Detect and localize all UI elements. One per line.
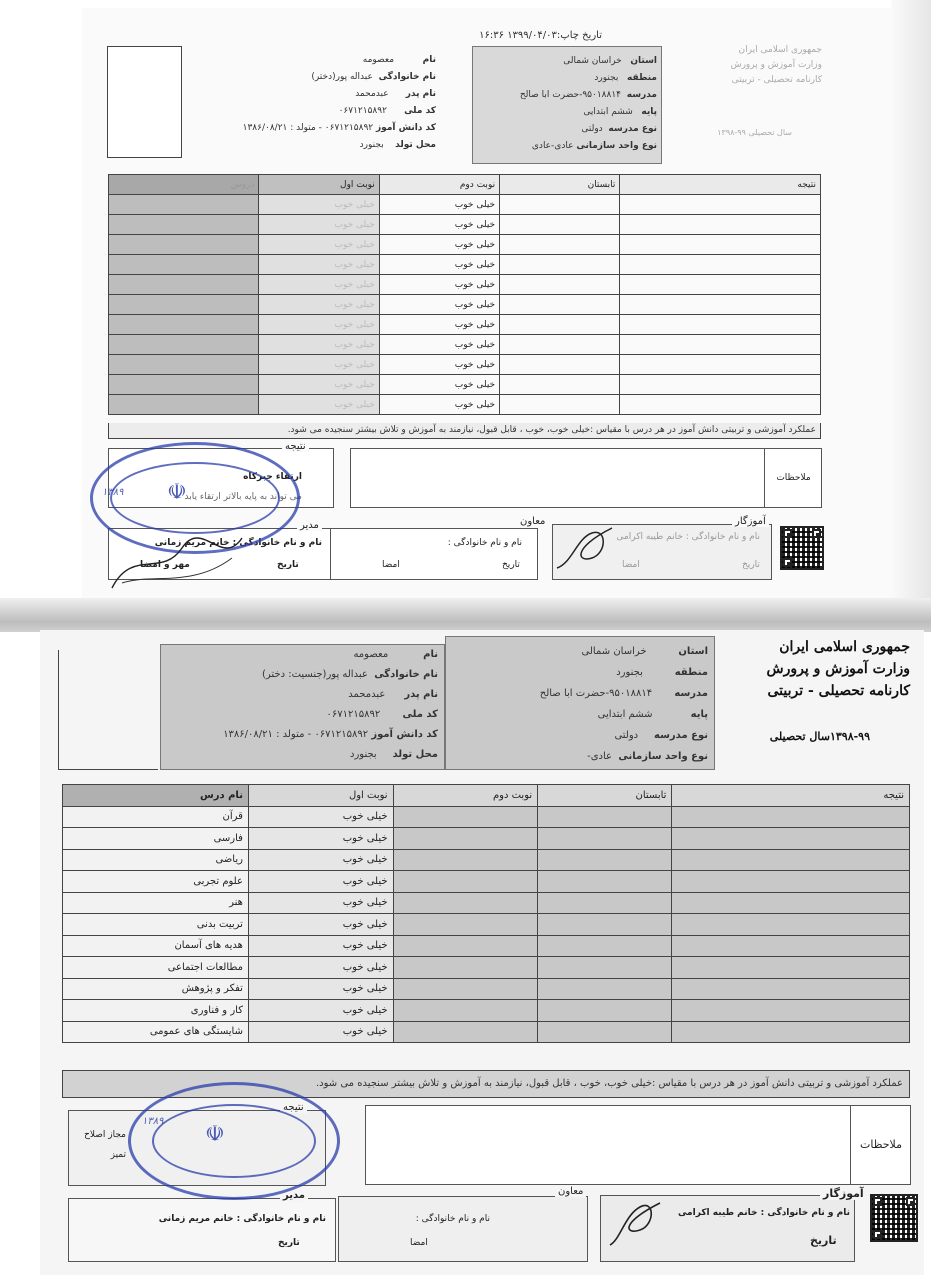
summer-cell (538, 1000, 672, 1022)
term2-cell: خیلی خوب (379, 235, 499, 255)
subject-cell: هدیه های آسمان (63, 935, 249, 957)
result-cell (672, 828, 910, 850)
deputy-name-top: نام و نام خانوادگی : (447, 538, 522, 548)
term1-cell: خیلی خوب (248, 806, 393, 828)
table-row (109, 215, 821, 235)
summer-cell (500, 195, 620, 215)
term2-cell: خیلی خوب (379, 255, 499, 275)
deputy-box-top (330, 528, 538, 580)
grades-table-top: نتیجه تابستان نوبت دوم نوبت اول دروس خیلی خوب خیلی خوب خیلی خوب خیلی خوب خیلی خوب خیلی خوب خیلی خوب خیلی خوب خیلی خوب خیلی خوب خیلی خوب خیلی خوب خیلی خوب خیلی خوب خیلی خوب خیلی خوب خیلی خوب خیلی خوب خیلی خوب خیلی خوب خیلی خوب خیلی خوب (108, 174, 821, 415)
deputy-name-bottom: نام و نام خانوادگی : (415, 1214, 490, 1224)
table-row (63, 957, 910, 979)
subject-cell (109, 315, 259, 335)
subject-cell (109, 255, 259, 275)
summer-cell (500, 395, 620, 415)
result-cell (620, 355, 821, 375)
term1-cell: خیلی خوب (248, 871, 393, 893)
term2-cell: خیلی خوب (379, 355, 499, 375)
table-row (63, 828, 910, 850)
subject-cell: تفکر و پژوهش (63, 978, 249, 1000)
summer-cell (500, 375, 620, 395)
teacher-sign-top: امضا (622, 560, 640, 570)
principal-seal-top: مهر و امضا (140, 560, 190, 570)
principal-date-top: تاریخ (277, 560, 299, 570)
term2-cell (393, 914, 538, 936)
term2-cell (393, 935, 538, 957)
summer-cell (500, 355, 620, 375)
result-cell (620, 235, 821, 255)
official-stamp-inner-top (110, 462, 280, 534)
summer-cell (500, 315, 620, 335)
term2-cell: خیلی خوب (379, 275, 499, 295)
result-cell (620, 215, 821, 235)
header-title: جمهوری اسلامی ایران وزارت آموزش و پرورش کارنامه تحصیلی - تربیتی (766, 639, 910, 699)
teacher-name-bottom: نام و نام خانوادگی : خانم طیبه اکرامی (677, 1208, 850, 1218)
scale-note-bottom: عملکرد آموزشی و تربیتی دانش آموز در هر درس با مقیاس :خیلی خوب، خوب ، قابل قبول، نیازمند به آموزش و تلاش بیشتر سنجیده می شود. (62, 1070, 910, 1098)
student-info-block-bottom: نام معصومه نام خانوادگی عبداله پور(جنسیت: دختر) نام پدر عبدمحمد کد ملی ۰۶۷۱۲۱۵۸۹۲ کد دانش آموز ۰۶۷۱۲۱۵۸۹۲ - متولد : ۱۳۸۶/۰۸/۲۱ محل تولد بجنورد (160, 644, 445, 770)
table-row (63, 892, 910, 914)
term1-cell: خیلی خوب (248, 935, 393, 957)
result-sub-top: می تواند به پایه بالاتر ارتقاء یابد (184, 492, 302, 502)
subject-cell (109, 275, 259, 295)
table-row (63, 935, 910, 957)
result-text-bottom: مجاز اصلاح (84, 1130, 126, 1140)
term1-cell: خیلی خوب (248, 978, 393, 1000)
summer-cell (500, 275, 620, 295)
summer-cell (538, 892, 672, 914)
result-cell (620, 275, 821, 295)
subject-cell (109, 375, 259, 395)
term1-cell: خیلی خوب (259, 215, 379, 235)
summer-cell (538, 1021, 672, 1043)
grades-table-bottom: نتیجه تابستان نوبت دوم نوبت اول نام درس خیلی خوب قرآن خیلی خوب فارسی خیلی خوب ریاضی خیلی خوب علوم تجربی خیلی خوب هنر خیلی خوب تربیت بدنی خیلی خوب هدیه های آسمان خیلی خوب مطالعات اجتماعی خیلی خوب تفکر و پژوهش خیلی خوب کار و فناوری خیلی خوب شایستگی های عمومی (62, 784, 910, 1043)
deputy-box-bottom (338, 1196, 588, 1262)
table-row (63, 1000, 910, 1022)
principal-title-bottom: مدیر (280, 1190, 308, 1201)
sheet-separator-shadow (0, 598, 931, 632)
report-card-sheet-bottom (40, 630, 924, 1275)
report-card-sheet-top (82, 8, 922, 598)
term2-cell (393, 957, 538, 979)
teacher-title-bottom: آموزگار (820, 1187, 867, 1200)
remarks-box-bottom (365, 1105, 911, 1185)
summer-cell (500, 235, 620, 255)
emblem-icon-bottom: ☫ (205, 1122, 225, 1147)
table-row (109, 255, 821, 275)
subject-cell: علوم تجربی (63, 871, 249, 893)
result-title-top: نتیجه (282, 441, 309, 452)
summer-cell (538, 828, 672, 850)
table-row (109, 395, 821, 415)
year-line: ۱۳۹۸-۹۹سال تحصیلی (769, 730, 870, 743)
term1-cell: خیلی خوب (259, 375, 379, 395)
result-cell (672, 978, 910, 1000)
term1-cell: خیلی خوب (259, 235, 379, 255)
table-row (109, 315, 821, 335)
term1-cell: خیلی خوب (248, 957, 393, 979)
student-photo-box (107, 46, 182, 158)
table-row (109, 335, 821, 355)
year-line-faded: سال تحصیلی ۹۹-۱۳۹۸ (717, 128, 792, 137)
subject-cell: هنر (63, 892, 249, 914)
subject-cell: ریاضی (63, 849, 249, 871)
term2-cell (393, 806, 538, 828)
term1-cell: خیلی خوب (248, 828, 393, 850)
term2-cell (393, 1021, 538, 1043)
deputy-date-top: تاریخ (502, 560, 520, 570)
term2-cell: خیلی خوب (379, 195, 499, 215)
term1-cell: خیلی خوب (248, 1021, 393, 1043)
print-date: تاریخ چاپ:۱۳۹۹/۰۴/۰۳ ۱۶:۳۶ (479, 30, 602, 41)
term1-cell: خیلی خوب (248, 1000, 393, 1022)
deputy-sign-top: امضا (382, 560, 400, 570)
teacher-title-top: آموزگار (732, 516, 769, 527)
result-cell (672, 892, 910, 914)
result-cell (620, 395, 821, 415)
result-cell (620, 375, 821, 395)
qr-code-bottom (870, 1194, 918, 1242)
term1-cell: خیلی خوب (259, 335, 379, 355)
term1-cell: خیلی خوب (259, 295, 379, 315)
remarks-label-top: ملاحظات (764, 448, 822, 508)
term2-cell: خیلی خوب (379, 375, 499, 395)
subject-cell: مطالعات اجتماعی (63, 957, 249, 979)
summer-cell (538, 806, 672, 828)
remarks-label-bottom: ملاحظات (850, 1105, 911, 1185)
term2-cell (393, 871, 538, 893)
summer-cell (538, 957, 672, 979)
result-cell (620, 295, 821, 315)
subject-cell: کار و فناوری (63, 1000, 249, 1022)
summer-cell (500, 295, 620, 315)
remarks-box-top (350, 448, 822, 508)
official-stamp-inner-bottom (152, 1104, 316, 1178)
table-row (63, 806, 910, 828)
result-cell (620, 315, 821, 335)
emblem-icon-top: ☫ (167, 480, 187, 505)
header-title-faded: جمهوری اسلامی ایران وزارت آموزش و پرورش کارنامه تحصیلی - تربیتی (730, 45, 822, 85)
table-row (109, 375, 821, 395)
subject-cell (109, 395, 259, 415)
table-row (63, 871, 910, 893)
subject-cell: قرآن (63, 806, 249, 828)
subject-cell (109, 295, 259, 315)
term2-cell: خیلی خوب (379, 295, 499, 315)
table-row (109, 295, 821, 315)
table-row (63, 978, 910, 1000)
term2-cell (393, 978, 538, 1000)
summer-cell (538, 871, 672, 893)
principal-box-bottom (68, 1198, 336, 1262)
deputy-title-top: معاون (517, 516, 548, 527)
summer-cell (538, 935, 672, 957)
principal-date-bottom: تاریخ (278, 1238, 300, 1248)
summer-cell (500, 215, 620, 235)
term2-cell (393, 892, 538, 914)
term1-cell: خیلی خوب (248, 914, 393, 936)
deputy-title-bottom: معاون (555, 1186, 586, 1197)
result-cell (620, 335, 821, 355)
table-row (109, 275, 821, 295)
principal-name-bottom: نام و نام خانوادگی : خانم مریم زمانی (158, 1214, 326, 1224)
result-cell (672, 871, 910, 893)
term2-cell (393, 1000, 538, 1022)
term1-cell: خیلی خوب (259, 275, 379, 295)
table-row (109, 355, 821, 375)
term2-cell: خیلی خوب (379, 215, 499, 235)
result-cell (672, 1021, 910, 1043)
principal-title-top: مدیر (297, 520, 322, 531)
subject-cell: شایستگی های عمومی (63, 1021, 249, 1043)
result-sub-bottom: تمیز (110, 1150, 126, 1160)
result-cell (672, 849, 910, 871)
result-title-bottom: نتیجه (280, 1102, 307, 1113)
term2-cell: خیلی خوب (379, 315, 499, 335)
subject-cell: تربیت بدنی (63, 914, 249, 936)
term2-cell (393, 849, 538, 871)
scale-note-top: عملکرد آموزشی و تربیتی دانش آموز در هر درس با مقیاس :خیلی خوب، خوب ، قابل قبول، نیازمند به آموزش و تلاش بیشتر سنجیده می شود. (108, 423, 821, 439)
result-cell (672, 935, 910, 957)
result-cell (672, 957, 910, 979)
summer-cell (500, 335, 620, 355)
subject-cell (109, 335, 259, 355)
subject-cell (109, 355, 259, 375)
result-cell (620, 255, 821, 275)
qr-code-top (780, 526, 824, 570)
subject-cell (109, 215, 259, 235)
table-row (109, 235, 821, 255)
term1-cell: خیلی خوب (248, 892, 393, 914)
result-cell (672, 806, 910, 828)
deputy-sign-bottom: امضا (410, 1238, 428, 1248)
summer-cell (538, 914, 672, 936)
summer-cell (538, 849, 672, 871)
page-edge-shade (891, 0, 931, 600)
stamp-number-bottom: ۱۳۸۹ (142, 1116, 164, 1127)
stamp-number-top: ۱۳۸۹ (102, 487, 124, 498)
subject-cell: فارسی (63, 828, 249, 850)
term1-cell: خیلی خوب (259, 255, 379, 275)
teacher-date-bottom: تاریخ (810, 1234, 837, 1247)
principal-signature-top (102, 528, 252, 598)
teacher-name-top: نام و نام خانوادگی : خانم طیبه اکرامی (616, 532, 760, 542)
result-text-top: ارتقاء جبرکاه (243, 472, 302, 482)
result-cell (672, 1000, 910, 1022)
term1-cell: خیلی خوب (259, 355, 379, 375)
table-row (63, 1021, 910, 1043)
summer-cell (538, 978, 672, 1000)
term1-cell: خیلی خوب (248, 849, 393, 871)
principal-name-top: نام و نام خانوادگی : خانم مریم زمانی (154, 538, 322, 548)
term2-cell (393, 828, 538, 850)
student-photo-box-bottom (58, 650, 158, 770)
table-row (109, 195, 821, 215)
term1-cell: خیلی خوب (259, 315, 379, 335)
term2-cell: خیلی خوب (379, 335, 499, 355)
term1-cell: خیلی خوب (259, 195, 379, 215)
subject-cell (109, 195, 259, 215)
result-cell (620, 195, 821, 215)
term1-cell: خیلی خوب (259, 395, 379, 415)
teacher-date-top: تاریخ (742, 560, 760, 570)
student-info-block: نام معصومه نام خانوادگی عبداله پور(دختر) نام پدر عبدمحمد کد ملی ۰۶۷۱۲۱۵۸۹۲ کد دانش آموز ۰۶۷۱۲۱۵۸۹۲ - متولد : ۱۳۸۶/۰۸/۲۱ محل تولد بجنورد (242, 55, 436, 150)
school-info-block-bottom: استان خراسان شمالی منطقه بجنورد مدرسه ۹۵۰۱۸۸۱۴-حضرت ابا صالح پایه ششم ابتدایی نوع مدرسه دولتی نوع واحد سازمانی عادی- (445, 636, 715, 770)
teacher-signature-bottom (605, 1195, 665, 1255)
subject-cell (109, 235, 259, 255)
school-info-block: استان خراسان شمالی منطقه بجنورد مدرسه ۹۵۰۱۸۸۱۴-حضرت ابا صالح پایه ششم ابتدایی نوع مدرسه دولتی نوع واحد سازمانی عادی-عادی (472, 46, 662, 164)
table-row (63, 849, 910, 871)
table-row (63, 914, 910, 936)
teacher-signature-top (552, 523, 622, 578)
result-cell (672, 914, 910, 936)
summer-cell (500, 255, 620, 275)
term2-cell: خیلی خوب (379, 395, 499, 415)
